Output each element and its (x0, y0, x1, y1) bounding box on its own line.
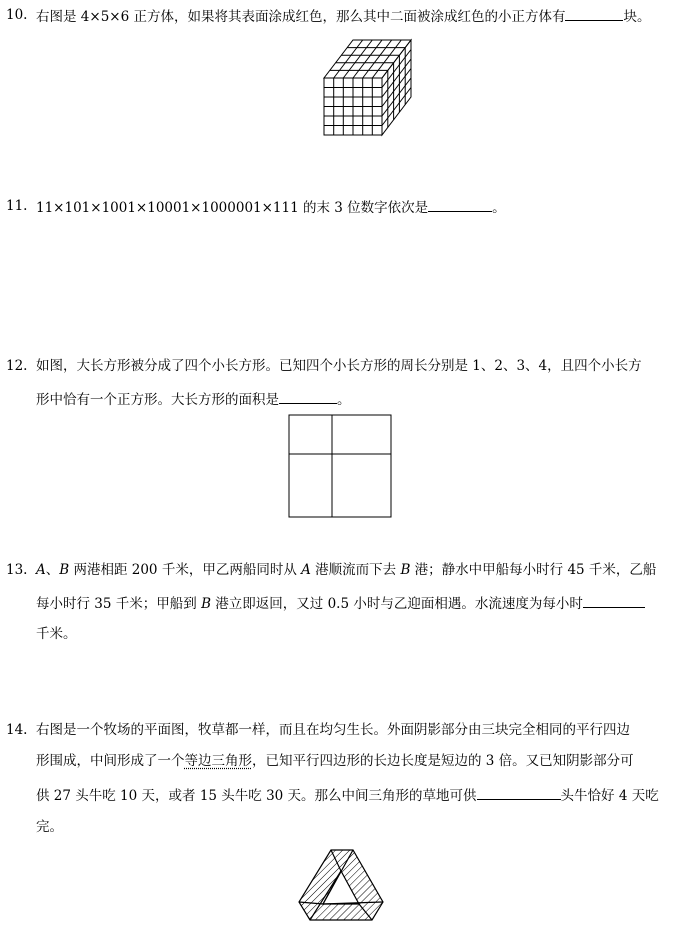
variable-a: A (301, 562, 311, 578)
question-number: 13. (6, 562, 28, 578)
answer-blank[interactable] (583, 593, 645, 608)
answer-blank[interactable] (428, 197, 492, 212)
question-text (36, 197, 506, 217)
question-text-part: 形围成，中间形成了一个 (36, 753, 185, 769)
question-text (36, 561, 656, 579)
variable-b: B (400, 562, 411, 578)
question-text-part: 右图是 4×5×6 正方体，如果将其表面涂成红色，那么其中二面被涂成红色的小正方体有 (36, 9, 566, 25)
question-number: 14. (6, 722, 28, 738)
question-text: 完。 (36, 819, 63, 835)
question-text: 千米。 (36, 626, 77, 642)
question-text-part: 块。 (623, 9, 651, 25)
question-text-part: 供 27 头牛吃 10 天，或者 15 头牛吃 30 天。那么中间三角形的草地可供 (36, 788, 477, 804)
question-text (36, 6, 650, 26)
question-text-part: 头牛恰好 4 天吃 (560, 788, 659, 804)
cuboid-grid-figure (320, 36, 415, 138)
variable-b: B (201, 596, 211, 612)
question-number: 12. (6, 358, 28, 374)
question-text-part: 港立即返回，又过 0.5 小时与乙迎面相遇。水流速度为每小时 (210, 596, 583, 612)
answer-blank[interactable] (565, 6, 623, 21)
question-text-part: 、 (45, 562, 60, 578)
question-text-part: 11×101×1001×10001×1000001×111 的末 3 位数字依次是 (36, 200, 429, 216)
question-number: 10. (6, 7, 28, 23)
question-text (36, 785, 659, 805)
question-text-part: 。 (492, 200, 506, 216)
question-text (36, 593, 645, 613)
answer-blank[interactable] (477, 785, 561, 800)
pasture-triangle-figure (297, 846, 385, 924)
emphasized-term: 等边三角形 (184, 753, 252, 769)
question-number: 11. (6, 198, 28, 214)
question-text-part: ，已知平行四边形的长边长度是短边的 3 倍。又已知阴影部分可 (252, 753, 634, 769)
question-text-part: 形中恰有一个正方形。大长方形的面积是 (36, 392, 279, 408)
question-text-part: 港；静水中甲船每小时行 45 千米，乙船 (410, 562, 657, 578)
question-text: 右图是一个牧场的平面图，牧草都一样，而且在均匀生长。外面阴影部分由三块完全相同的平行四边 (36, 722, 630, 738)
question-text (36, 752, 634, 770)
answer-blank[interactable] (279, 389, 337, 404)
question-text (36, 389, 351, 409)
question-text-part: 。 (337, 392, 351, 408)
rectangle-division-figure (287, 413, 393, 519)
variable-a: A (36, 562, 46, 578)
question-text: 如图，大长方形被分成了四个小长方形。已知四个小长方形的周长分别是 1、2、3、4，且四个小长方 (36, 358, 642, 374)
variable-b: B (59, 562, 70, 578)
question-text-part: 每小时行 35 千米；甲船到 (36, 596, 202, 612)
question-text-part: 港顺流而下去 (310, 562, 401, 578)
question-text-part: 两港相距 200 千米，甲乙两船同时从 (69, 562, 302, 578)
